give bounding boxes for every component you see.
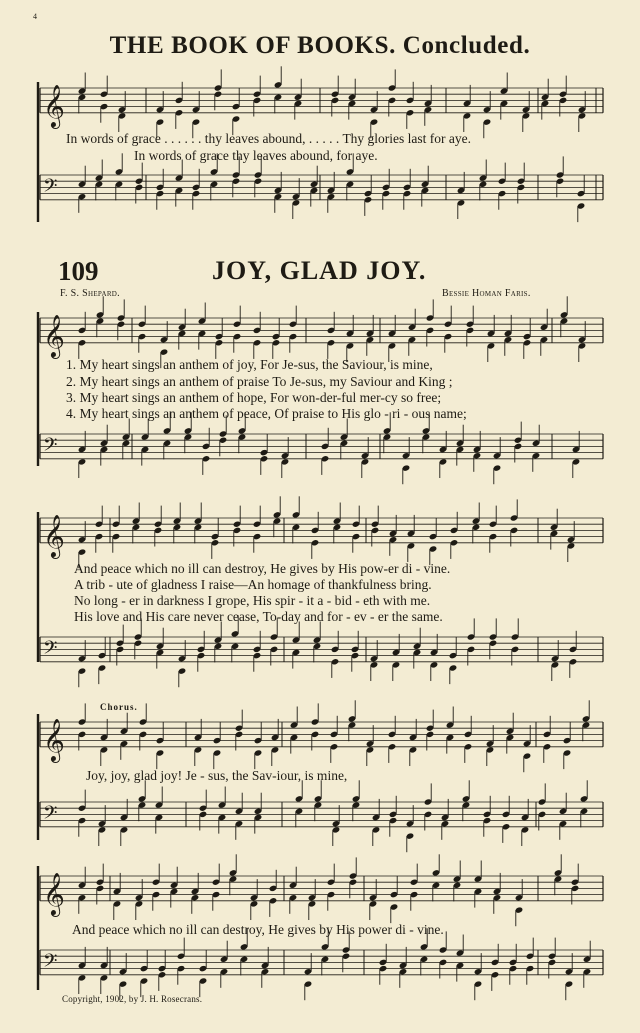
top-lyric-line-2: In words of grace thy leaves abound, for aye. <box>134 148 378 163</box>
verse-3-line-2: No long - er in darkness I grope, His spir - it a - bid - eth with me. <box>74 593 431 608</box>
hymn-title: JOY, GLAD JOY. <box>212 256 427 285</box>
treble-clef: 𝄞 <box>43 82 65 127</box>
treble-clef: 𝄞 <box>43 312 65 357</box>
verse-1-line-1: 1. My heart sings an anthem of joy, For Je-sus, the Saviour, is mine, <box>66 357 433 372</box>
chorus-lyric-1: Joy, joy, glad joy! Je - sus, the Sav-iour, is mine, <box>86 768 348 783</box>
verse-2-line-2: A trib - ute of gladness I raise—An homage of thankfulness bring. <box>74 577 432 592</box>
verse-3-line-1: 3. My heart sings an anthem of hope, For won-der-ful mer-cy so free; <box>66 390 442 405</box>
bass-clef: 𝄢 <box>43 950 58 977</box>
author-credit: F. S. Shepard. <box>60 288 120 299</box>
page-header: THE BOOK OF BOOKS. Concluded. <box>109 32 531 59</box>
verse-1-line-2: And peace which no ill can destroy, He gives by His pow-er di - vine. <box>74 561 451 576</box>
verse-2-line-1: 2. My heart sings an anthem of praise To Je-sus, my Saviour and King ; <box>66 374 453 389</box>
hymn-number: 109 <box>58 256 99 286</box>
copyright-notice: Copyright, 1902, by J. H. Rosecrans. <box>62 994 203 1004</box>
treble-clef: 𝄞 <box>43 870 65 915</box>
bass-clef: 𝄢 <box>43 175 58 202</box>
corner-mark: 4 <box>33 12 37 21</box>
bass-clef: 𝄢 <box>43 802 58 829</box>
bass-clef: 𝄢 <box>43 637 58 664</box>
verse-4-line-2: His love and His care never cease, To-day and for - ev - er the same. <box>74 609 443 624</box>
bass-clef: 𝄢 <box>43 434 58 461</box>
chorus-label: Chorus. <box>100 702 138 712</box>
treble-clef: 𝄞 <box>43 512 65 557</box>
verse-4-line-1: 4. My heart sings an anthem of peace, Of praise to His glo - ri - ous name; <box>66 406 467 421</box>
chorus-lyric-2: And peace which no ill can destroy, He gives by His power di - vine. <box>72 922 444 937</box>
top-lyric-line-1: In words of grace . . . . . . thy leaves abound, . . . . . Thy glories last for aye. <box>66 131 472 146</box>
composer-credit: Bessie Homan Faris. <box>442 288 531 299</box>
treble-clef: 𝄞 <box>43 716 65 761</box>
